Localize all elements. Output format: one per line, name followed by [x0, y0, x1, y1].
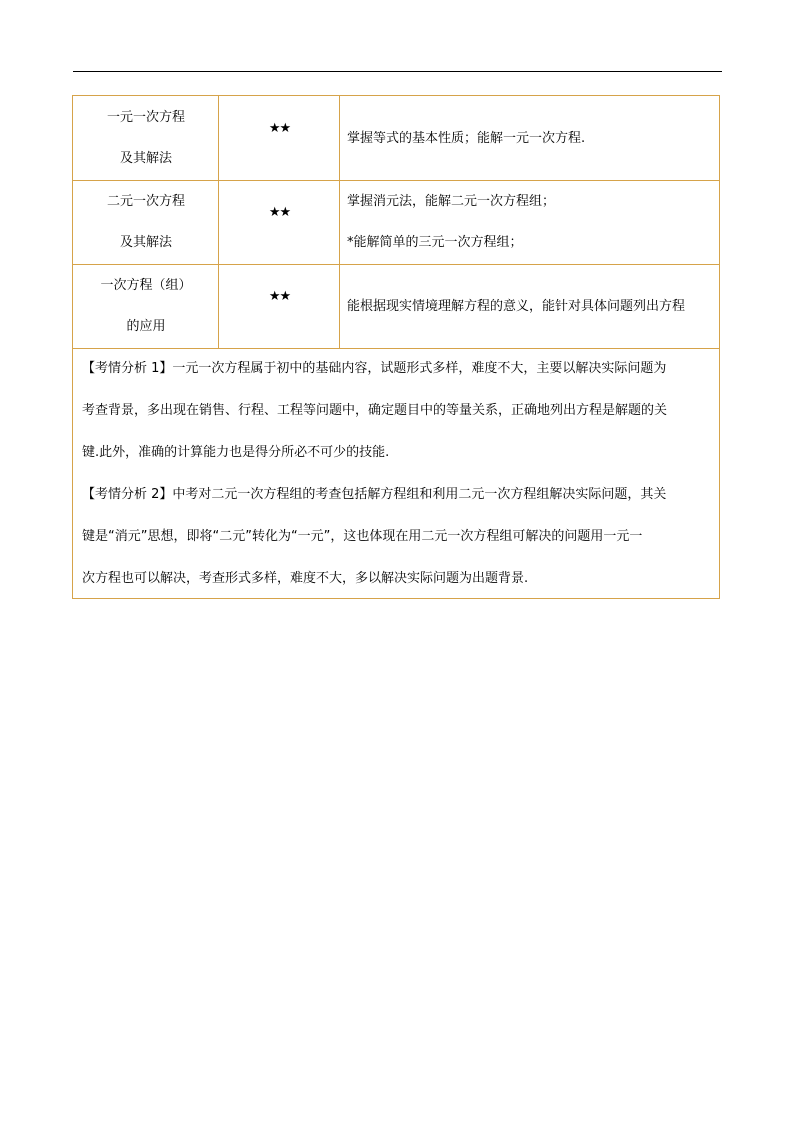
topic-line: 一次方程（组）	[100, 278, 192, 293]
analysis-line: 次方程也可以解决，考查形式多样，难度不大，多以解决实际问题为出题背景.	[82, 571, 529, 586]
analysis-line: 【考情分析 2】中考对二元一次方程组的考查包括解方程组和利用二元一次方程组解决实际问题，其关	[82, 487, 667, 502]
topic-line: 一元一次方程	[106, 110, 185, 125]
table-row	[73, 265, 719, 349]
analysis-line: 键是“消元”思想，即将“二元”转化为“一元”，这也体现在用二元一次方程组可解决的问题用一元一	[82, 529, 643, 544]
difficulty-stars: ★★	[268, 121, 291, 136]
requirement-text: 能根据现实情境理解方程的意义，能针对具体问题列出方程	[347, 299, 686, 314]
stars-cell	[219, 181, 340, 264]
table-row	[73, 181, 719, 265]
requirement-text: *能解简单的三元一次方程组；	[347, 235, 523, 250]
analysis-line: 【考情分析 1】一元一次方程属于初中的基础内容，试题形式多样，难度不大，主要以解决实际问题为	[82, 361, 667, 376]
topic-cell	[73, 265, 219, 348]
header-rule	[73, 71, 722, 72]
topic-line: 二元一次方程	[106, 194, 185, 209]
requirement-text: 掌握等式的基本性质；能解一元一次方程.	[347, 131, 586, 146]
requirement-cell	[340, 265, 719, 348]
analysis-line: 键.此外，准确的计算能力也是得分所必不可少的技能.	[82, 445, 390, 460]
topic-cell	[73, 181, 219, 264]
difficulty-stars: ★★	[268, 205, 291, 220]
requirement-cell	[340, 181, 719, 264]
topic-cell	[73, 96, 219, 180]
difficulty-stars: ★★	[268, 289, 291, 304]
topic-line: 及其解法	[119, 235, 172, 250]
topic-line: 的应用	[126, 319, 166, 334]
analysis-line: 考查背景，多出现在销售、行程、工程等问题中，确定题目中的等量关系，正确地列出方程是解题的关	[82, 403, 668, 418]
stars-cell	[219, 96, 340, 180]
exam-table	[72, 95, 720, 599]
stars-cell	[219, 265, 340, 348]
requirement-cell	[340, 96, 719, 180]
requirement-text: 掌握消元法，能解二元一次方程组；	[347, 194, 556, 209]
table-row	[73, 96, 719, 181]
topic-line: 及其解法	[119, 151, 172, 166]
